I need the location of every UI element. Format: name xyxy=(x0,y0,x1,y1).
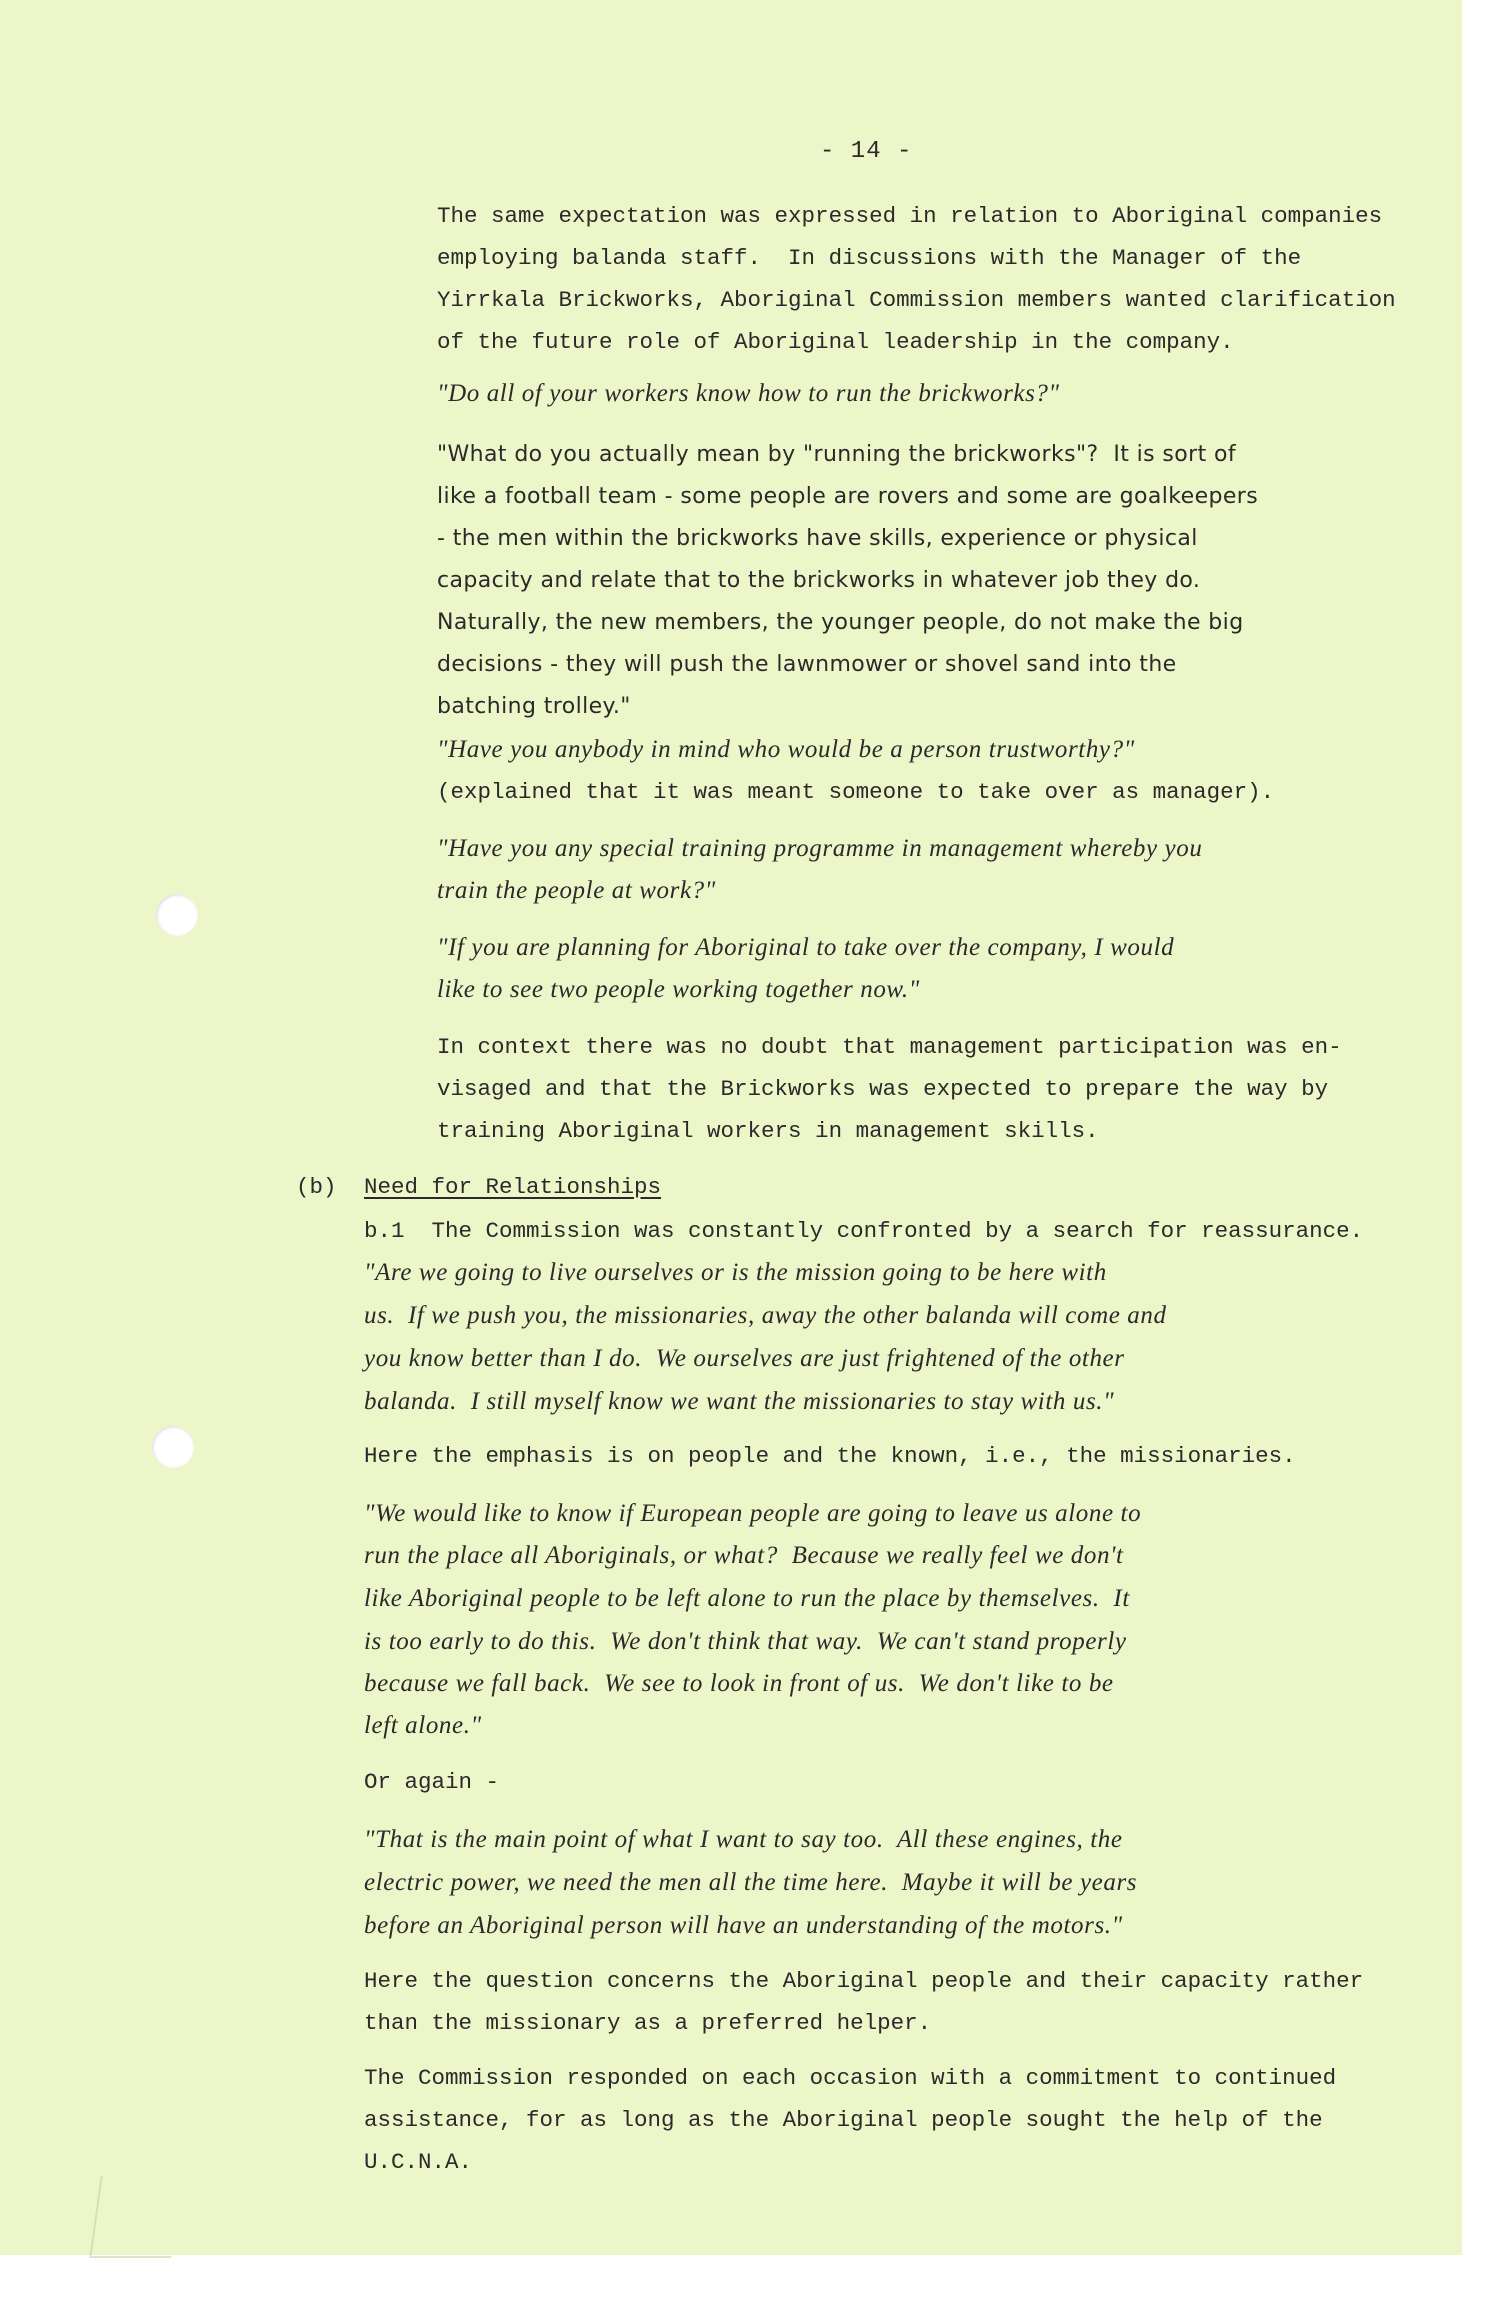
para2-line: training Aboriginal workers in management skills. xyxy=(437,1118,1099,1144)
punch-hole-bottom xyxy=(152,1426,194,1468)
quote7-line: electric power, we need the men all the time here. Maybe it will be years xyxy=(364,1869,1138,1896)
reply-line: like a football team - some people are rovers and some are goalkeepers xyxy=(437,484,1259,509)
response-line: assistance, for as long as the Aboriginal people sought the help of the xyxy=(364,2107,1323,2133)
question-line: than the missionary as a preferred helper. xyxy=(364,2010,932,2036)
section-heading: Need for Relationships xyxy=(364,1174,662,1200)
reply-line: capacity and relate that to the brickworks in whatever job they do. xyxy=(437,568,1201,593)
para1-line: of the future role of Aboriginal leadership in the company. xyxy=(437,329,1234,355)
scan-margin-bottom xyxy=(0,2255,1486,2300)
or-again-line: Or again - xyxy=(364,1769,500,1795)
para1-line: employing balanda staff. In discussions with the Manager of the xyxy=(437,245,1302,271)
section-label: (b) xyxy=(296,1174,337,1200)
quote3-line: train the people at work?" xyxy=(437,877,716,904)
b1-intro-line: b.1 The Commission was constantly confronted by a search for reassurance. xyxy=(364,1218,1364,1244)
quote7-line: before an Aboriginal person will have an understanding of the motors." xyxy=(364,1912,1123,1939)
question-line: Here the question concerns the Aboriginal people and their capacity rather xyxy=(364,1968,1364,1994)
quote5-line: balanda. I still myself know we want the missionaries to stay with us." xyxy=(364,1388,1115,1415)
quote5-line: you know better than I do. We ourselves are just frightened of the other xyxy=(364,1345,1125,1372)
para1-line: Yirrkala Brickworks, Aboriginal Commission members wanted clarification xyxy=(437,287,1396,313)
reply-line: "What do you actually mean by "running the brickworks"? It is sort of xyxy=(437,442,1236,467)
para1-line: The same expectation was expressed in relation to Aboriginal companies xyxy=(437,203,1383,229)
reply-line: decisions - they will push the lawnmower or shovel sand into the xyxy=(437,652,1177,677)
para2-line: visaged and that the Brickworks was expected to prepare the way by xyxy=(437,1076,1329,1102)
explain-line: (explained that it was meant someone to take over as manager). xyxy=(437,779,1275,805)
quote6-line: because we fall back. We see to look in front of us. We don't like to be xyxy=(364,1670,1114,1697)
reply-line: - the men within the brickworks have skills, experience or physical xyxy=(437,526,1198,551)
quote3-line: "Have you any special training programme in management whereby you xyxy=(437,835,1203,862)
reply-line: batching trolley." xyxy=(437,694,631,719)
response-line: U.C.N.A. xyxy=(364,2149,473,2175)
quote5-line: us. If we push you, the missionaries, away the other balanda will come and xyxy=(364,1302,1167,1329)
quote4-line: "If you are planning for Aboriginal to take over the company, I would xyxy=(437,934,1175,961)
quote6-line: "We would like to know if European people are going to leave us alone to xyxy=(364,1500,1142,1527)
quote6-line: left alone." xyxy=(364,1712,482,1739)
scan-margin-right xyxy=(1462,0,1486,2300)
punch-hole-top xyxy=(156,894,198,936)
emphasis-line: Here the emphasis is on people and the known, i.e., the missionaries. xyxy=(364,1443,1296,1469)
quote6-line: like Aboriginal people to be left alone to run the place by themselves. It xyxy=(364,1585,1130,1612)
corner-fold-mark xyxy=(89,2176,183,2258)
quote5-line: "Are we going to live ourselves or is the mission going to be here with xyxy=(364,1259,1107,1286)
page-number: - 14 - xyxy=(820,138,913,165)
quote1-line: "Do all of your workers know how to run the brickworks?" xyxy=(437,380,1060,407)
quote2-line: "Have you anybody in mind who would be a person trustworthy?" xyxy=(437,736,1135,763)
quote7-line: "That is the main point of what I want to say too. All these engines, the xyxy=(364,1826,1123,1853)
quote6-line: is too early to do this. We don't think that way. We can't stand properly xyxy=(364,1628,1127,1655)
para2-line: In context there was no doubt that management participation was en- xyxy=(437,1034,1342,1060)
reply-line: Naturally, the new members, the younger people, do not make the big xyxy=(437,610,1244,635)
quote4-line: like to see two people working together now." xyxy=(437,976,920,1003)
response-line: The Commission responded on each occasion with a commitment to continued xyxy=(364,2065,1337,2091)
quote6-line: run the place all Aboriginals, or what? Because we really feel we don't xyxy=(364,1542,1124,1569)
